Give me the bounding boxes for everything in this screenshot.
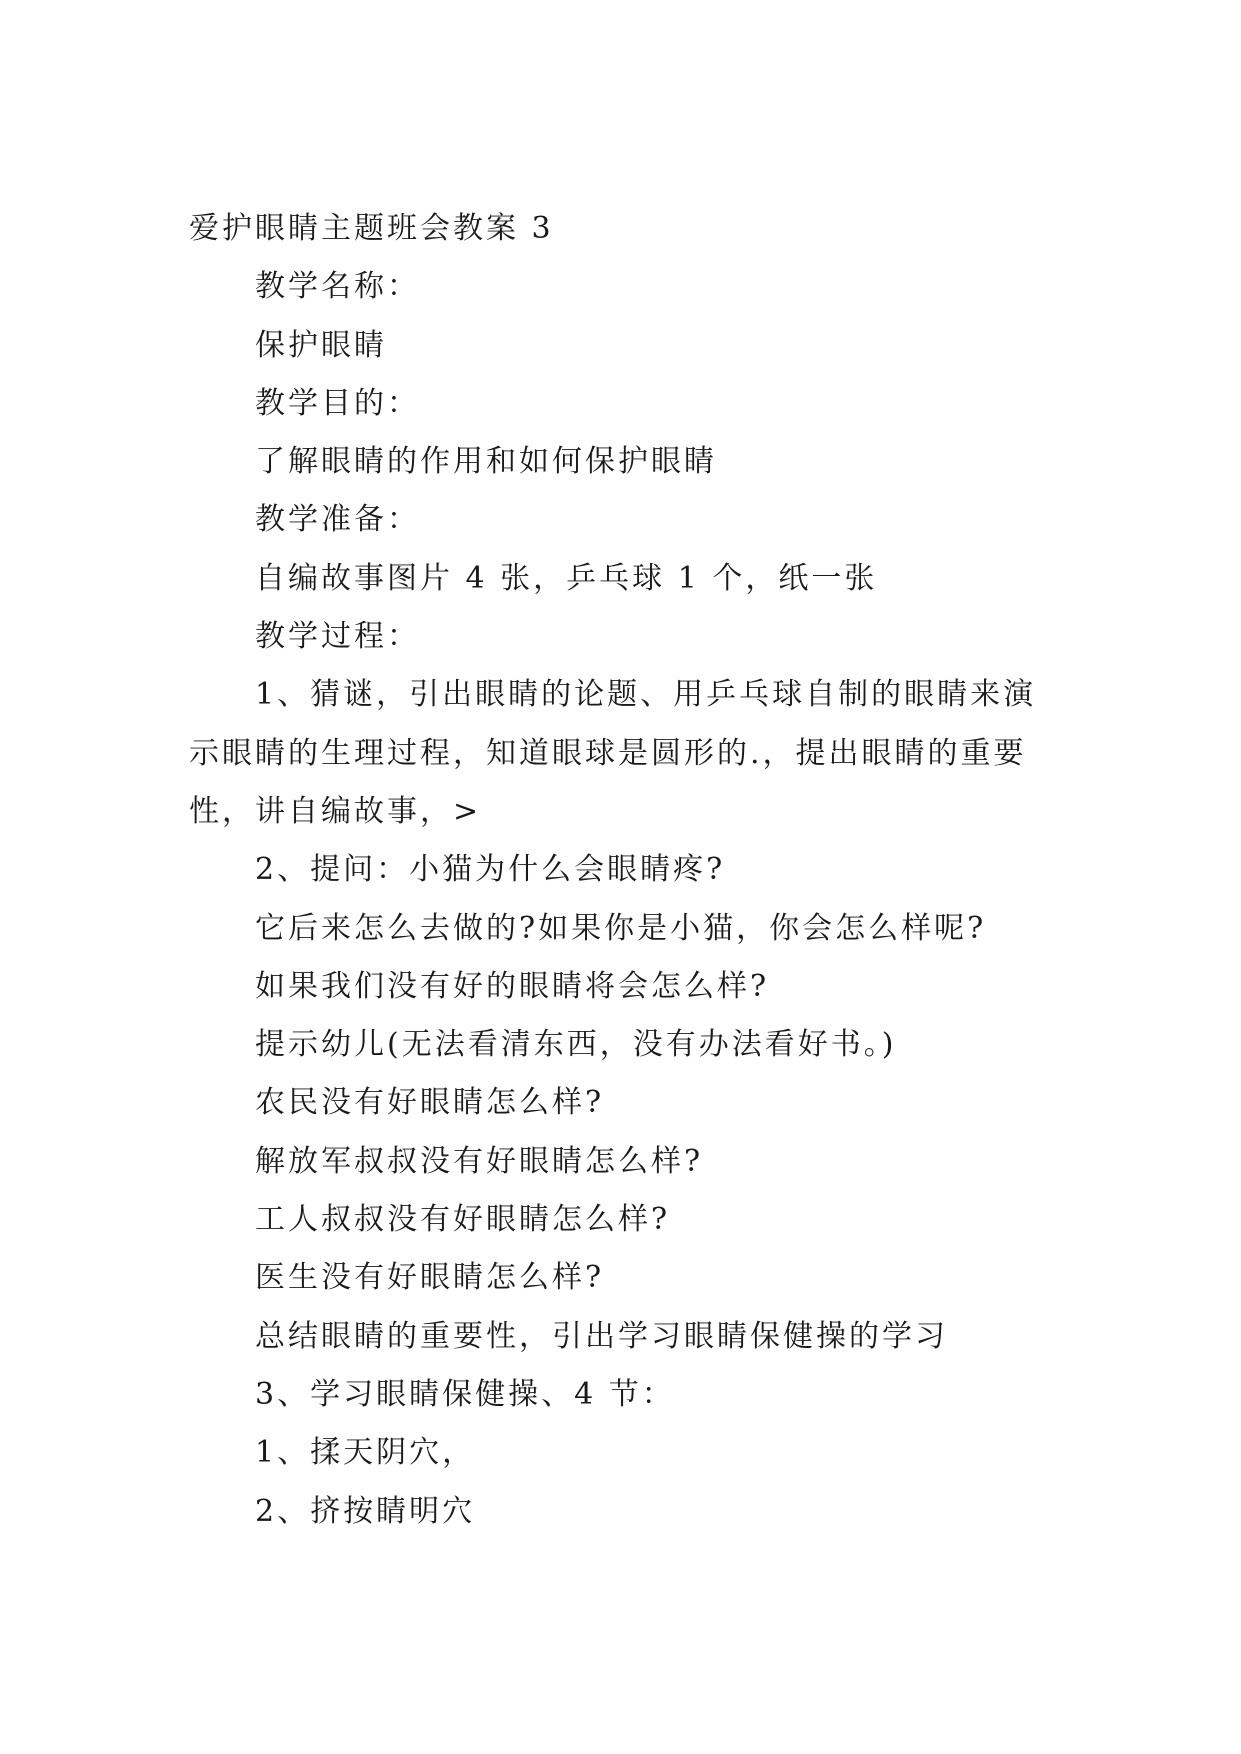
text-line: 了解眼睛的作用和如何保护眼睛 xyxy=(255,444,717,480)
text-line: 3、学习眼睛保健操、4 节： xyxy=(255,1376,675,1412)
text-line: 自编故事图片 4 张，乒乓球 1 个，纸一张 xyxy=(255,560,878,596)
text-line: 解放军叔叔没有好眼睛怎么样? xyxy=(255,1143,704,1179)
text-line: 提示幼儿(无法看清东西，没有办法看好书。) xyxy=(255,1027,897,1063)
text-line: 教学准备： xyxy=(255,502,420,538)
text-line: 医生没有好眼睛怎么样? xyxy=(255,1260,605,1296)
text-line: 农民没有好眼睛怎么样? xyxy=(255,1085,605,1121)
text-line: 2、提问：小猫为什么会眼睛疼? xyxy=(255,852,726,888)
text-line: 教学过程： xyxy=(255,619,420,655)
text-line: 教学名称： xyxy=(255,269,420,305)
text-line: 工人叔叔没有好眼睛怎么样? xyxy=(255,1202,671,1238)
text-line: 总结眼睛的重要性，引出学习眼睛保健操的学习 xyxy=(255,1318,948,1354)
text-line: 2、挤按睛明穴 xyxy=(255,1493,476,1529)
paragraph-line: 示眼睛的生理过程，知道眼球是圆形的.，提出眼睛的重要 xyxy=(189,735,1027,771)
text-line: 它后来怎么去做的?如果你是小猫，你会怎么样呢? xyxy=(255,910,987,946)
text-line: 1、揉天阴穴， xyxy=(255,1435,476,1471)
paragraph-line: 1、猜谜，引出眼睛的论题、用乒乓球自制的眼睛来演 xyxy=(255,677,1037,713)
text-line: 保护眼睛 xyxy=(255,327,387,363)
document-title: 爱护眼睛主题班会教案 3 xyxy=(189,211,554,246)
paragraph-line: 性，讲自编故事，> xyxy=(189,793,482,829)
text-line: 如果我们没有好的眼睛将会怎么样? xyxy=(255,968,770,1004)
document-body xyxy=(189,211,1059,1541)
text-line: 教学目的： xyxy=(255,385,420,421)
